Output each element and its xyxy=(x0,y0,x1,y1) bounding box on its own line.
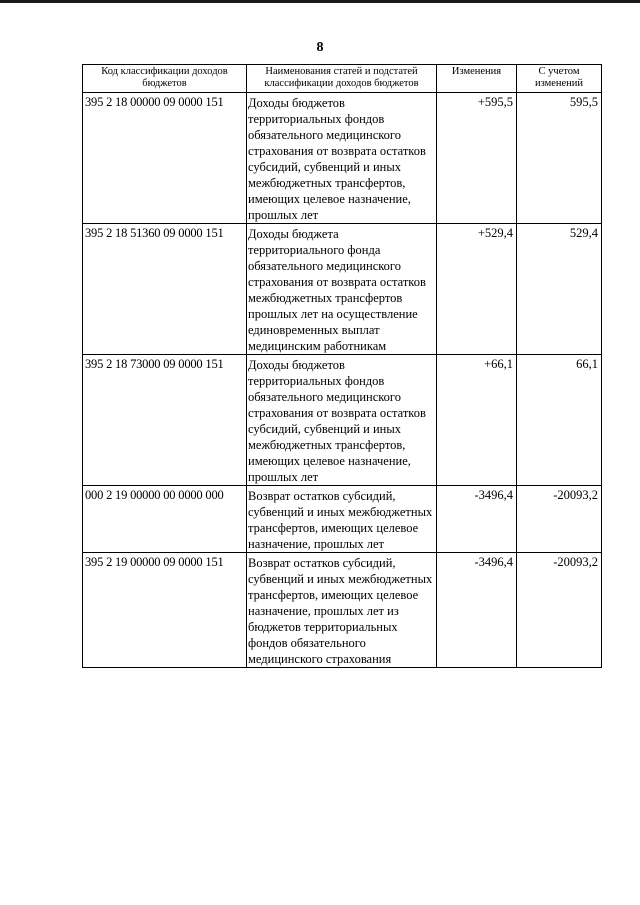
row-change: +529,4 xyxy=(437,224,517,355)
header-total: С учетом изменений xyxy=(517,65,602,93)
top-rule xyxy=(0,0,640,3)
row-total: 529,4 xyxy=(517,224,602,355)
row-code: 395 2 18 51360 09 0000 151 xyxy=(83,224,247,355)
header-change: Изменения xyxy=(437,65,517,93)
row-name: Возврат остатков субсидий, субвенций и иных межбюджетных трансфертов, имеющих целевое назначение, прошлых лет из бюджетов территориальных фондов обязательного медицинского страхования xyxy=(247,553,437,668)
row-total: 595,5 xyxy=(517,93,602,224)
row-name: Доходы бюджетов территориальных фондов обязательного медицинского страхования от возврата остатков субсидий, субвенций и иных межбюджетных трансфертов, имеющих целевое назначение, прошлых лет xyxy=(247,93,437,224)
table-row xyxy=(83,224,602,355)
row-code: 000 2 19 00000 00 0000 000 xyxy=(83,486,247,553)
table-row xyxy=(83,486,602,553)
row-total: -20093,2 xyxy=(517,486,602,553)
row-change: -3496,4 xyxy=(437,553,517,668)
row-change: +595,5 xyxy=(437,93,517,224)
table-row xyxy=(83,553,602,668)
row-change: +66,1 xyxy=(437,355,517,486)
table-row xyxy=(83,93,602,224)
row-total: 66,1 xyxy=(517,355,602,486)
row-code: 395 2 19 00000 09 0000 151 xyxy=(83,553,247,668)
row-name: Возврат остатков субсидий, субвенций и иных межбюджетных трансфертов, имеющих целевое назначение, прошлых лет xyxy=(247,486,437,553)
header-name: Наименования статей и подстатей классификации доходов бюджетов xyxy=(247,65,437,93)
row-name: Доходы бюджетов территориальных фондов обязательного медицинского страхования от возврата остатков субсидий, субвенций и иных межбюджетных трансфертов, имеющих целевое назначение, прошлых лет xyxy=(247,355,437,486)
page-number: 8 xyxy=(316,40,324,55)
budget-revenue-table xyxy=(82,64,602,668)
row-code: 395 2 18 00000 09 0000 151 xyxy=(83,93,247,224)
header-code: Код классификации доходов бюджетов xyxy=(83,65,247,93)
row-total: -20093,2 xyxy=(517,553,602,668)
table-header-row xyxy=(83,65,602,93)
row-name: Доходы бюджета территориального фонда обязательного медицинского страхования от возврата остатков межбюджетных трансфертов прошлых лет на осуществление единовременных выплат медицинским работникам xyxy=(247,224,437,355)
table-row xyxy=(83,355,602,486)
row-code: 395 2 18 73000 09 0000 151 xyxy=(83,355,247,486)
row-change: -3496,4 xyxy=(437,486,517,553)
